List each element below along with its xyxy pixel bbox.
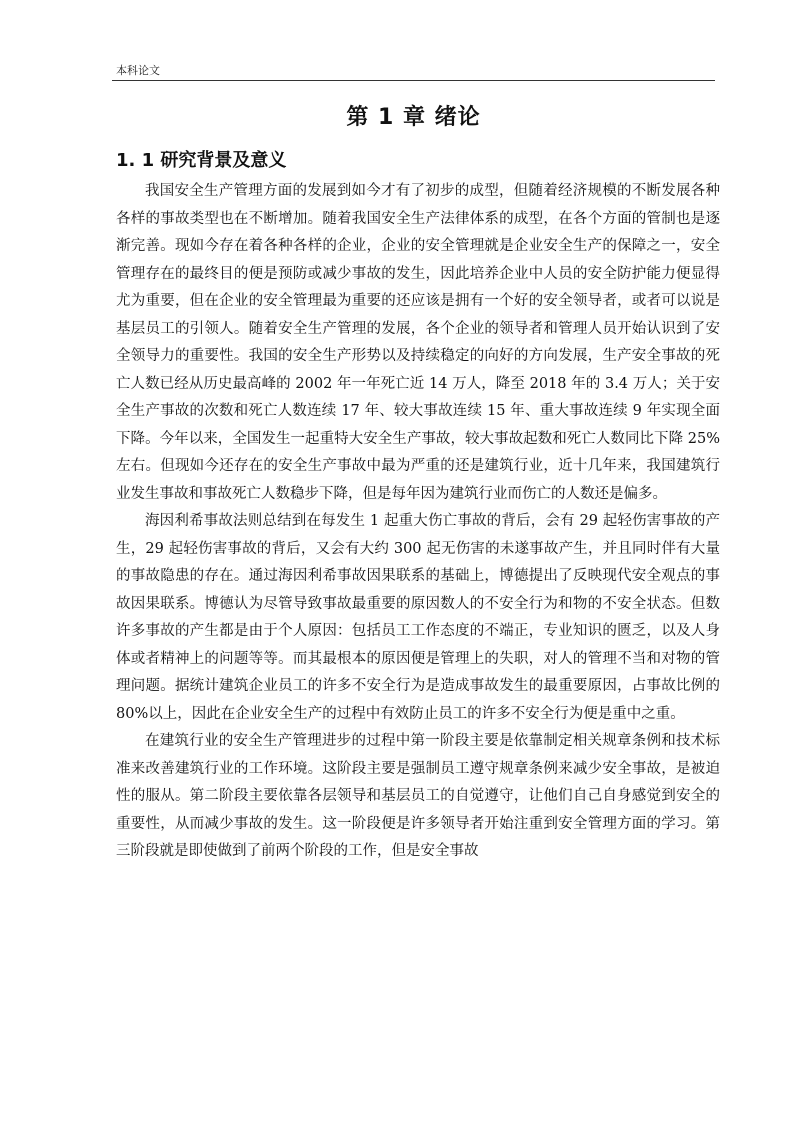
paragraph: 在建筑行业的安全生产管理进步的过程中第一阶段主要是依靠制定相关规章条例和技术标准来改善建筑行业的工作环境。这阶段主要是强制员工遵守规章条例来减少安全事故，是被迫性的服从。第二阶段主要依靠各层领导和基层员工的自觉遵守，让他们自己自身感觉到安全的重要性，从而减少事故的发生。这一阶段便是许多领导者开始注重到安全管理方面的学习。第三阶段就是即使做到了前两个阶段的工作，但是安全事故 [116, 733, 720, 859]
running-header: 本科论文 [116, 64, 160, 77]
body-text [116, 178, 720, 866]
chapter-title: 第 1 章 绪论 [346, 105, 481, 130]
paragraph: 海因利希事故法则总结到在每发生 1 起重大伤亡事故的背后，会有 29 起轻伤害事故的产生，29 起轻伤害事故的背后，又会有大约 300 起无伤害的未遂事故产生，并且同时伴有大量的事故隐患的存在。通过海因利希事故因果联系的基础上，博德提出了反映现代安全观点的事故因果联系。博德认为尽管导致事故最重要的原因数人的不安全行为和物的不安全状态。但数许多事故的产生都是由于个人原因：包括员工工作态度的不端正，专业知识的匮乏，以及人身体或者精神上的问题等等。而其最根本的原因便是管理上的失职，对人的管理不当和对物的管理问题。据统计建筑企业员工的许多不安全行为是造成事故发生的最重要原因，占事故比例的 80%以上，因此在企业安全生产的过程中有效防止员工的许多不安全行为便是重中之重。 [116, 513, 720, 722]
paragraph: 我国安全生产管理方面的发展到如今才有了初步的成型，但随着经济规模的不断发展各种各样的事故类型也在不断增加。随着我国安全生产法律体系的成型，在各个方面的管制也是逐渐完善。现如今存在着各种各样的企业，企业的安全管理就是企业安全生产的保障之一，安全管理存在的最终目的便是预防或减少事故的发生，因此培养企业中人员的安全防护能力便显得尤为重要，但在企业的安全管理最为重要的还应该是拥有一个好的安全领导者，或者可以说是基层员工的引领人。随着安全生产管理的发展，各个企业的领导者和管理人员开始认识到了安全领导力的重要性。我国的安全生产形势以及持续稳定的向好的方向发展，生产安全事故的死亡人数已经从历史最高峰的 2002 年一年死亡近 14 万人，降至 2018 年的 3.4 万人；关于安全生产事故的次数和死亡人数连续 17 年、较大事故连续 15 年、重大事故连续 9 年实现全面下降。今年以来，全国发生一起重特大安全生产事故，较大事故起数和死亡人数同比下降 25%左右。但现如今还存在的安全生产事故中最为严重的还是建筑行业，近十几年来，我国建筑行业发生事故和事故死亡人数稳步下降，但是每年因为建筑行业而伤亡的人数还是偏多。 [116, 183, 720, 502]
header-divider [112, 80, 715, 81]
section-heading: 1. 1 研究背景及意义 [116, 150, 287, 171]
